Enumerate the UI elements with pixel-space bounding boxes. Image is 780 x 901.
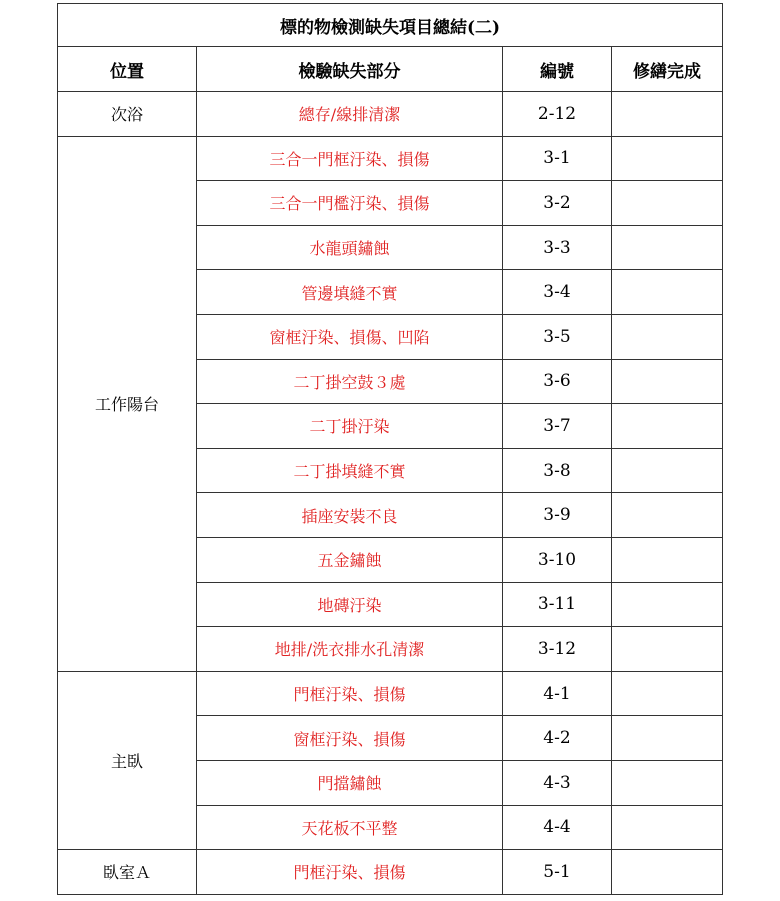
defect-cell: 門框汙染、損傷 [197, 671, 503, 716]
code-cell: 3-12 [503, 627, 612, 672]
title-row [58, 4, 723, 47]
repair-status-cell [612, 627, 723, 672]
repair-status-cell [612, 716, 723, 761]
defect-cell: 管邊填縫不實 [197, 270, 503, 315]
repair-status-cell [612, 671, 723, 716]
header-repair: 修繕完成 [612, 47, 723, 92]
defect-cell: 插座安裝不良 [197, 493, 503, 538]
repair-status-cell [612, 225, 723, 270]
table-row [58, 850, 723, 895]
code-cell: 3-7 [503, 404, 612, 449]
code-cell: 3-11 [503, 582, 612, 627]
defect-cell: 水龍頭鏽蝕 [197, 225, 503, 270]
defect-cell: 總存/線排清潔 [197, 92, 503, 137]
repair-status-cell [612, 92, 723, 137]
location-cell: 次浴 [58, 92, 197, 137]
repair-status-cell [612, 404, 723, 449]
defect-cell: 窗框汙染、損傷、凹陷 [197, 314, 503, 359]
code-cell: 3-3 [503, 225, 612, 270]
header-defect: 檢驗缺失部分 [197, 47, 503, 92]
code-cell: 4-4 [503, 805, 612, 850]
defect-cell: 二丁掛填縫不實 [197, 448, 503, 493]
repair-status-cell [612, 448, 723, 493]
repair-status-cell [612, 537, 723, 582]
code-cell: 4-3 [503, 760, 612, 805]
code-cell: 3-5 [503, 314, 612, 359]
repair-status-cell [612, 493, 723, 538]
code-cell: 3-1 [503, 136, 612, 181]
table-row [58, 671, 723, 716]
code-cell: 3-8 [503, 448, 612, 493]
repair-status-cell [612, 181, 723, 226]
table-row [58, 92, 723, 137]
repair-status-cell [612, 760, 723, 805]
location-cell: 主臥 [58, 671, 197, 849]
repair-status-cell [612, 270, 723, 315]
header-location: 位置 [58, 47, 197, 92]
header-code: 編號 [503, 47, 612, 92]
code-cell: 5-1 [503, 850, 612, 895]
defect-cell: 天花板不平整 [197, 805, 503, 850]
defect-cell: 二丁掛汙染 [197, 404, 503, 449]
defect-summary-table [57, 3, 723, 895]
code-cell: 3-2 [503, 181, 612, 226]
header-row [58, 47, 723, 92]
code-cell: 3-9 [503, 493, 612, 538]
repair-status-cell [612, 314, 723, 359]
defect-cell: 門擋鏽蝕 [197, 760, 503, 805]
defect-cell: 三合一門檻汙染、損傷 [197, 181, 503, 226]
repair-status-cell [612, 136, 723, 181]
table-row [58, 136, 723, 181]
code-cell: 3-6 [503, 359, 612, 404]
code-cell: 3-4 [503, 270, 612, 315]
table-title: 標的物檢測缺失項目總結(二) [58, 4, 723, 47]
repair-status-cell [612, 582, 723, 627]
defect-cell: 二丁掛空鼓３處 [197, 359, 503, 404]
defect-cell: 五金鏽蝕 [197, 537, 503, 582]
defect-cell: 門框汙染、損傷 [197, 850, 503, 895]
code-cell: 3-10 [503, 537, 612, 582]
code-cell: 2-12 [503, 92, 612, 137]
location-cell: 工作陽台 [58, 136, 197, 671]
defect-cell: 地排/洗衣排水孔清潔 [197, 627, 503, 672]
defect-cell: 三合一門框汙染、損傷 [197, 136, 503, 181]
defect-cell: 地磚汙染 [197, 582, 503, 627]
repair-status-cell [612, 850, 723, 895]
repair-status-cell [612, 359, 723, 404]
location-cell: 臥室Ａ [58, 850, 197, 895]
code-cell: 4-1 [503, 671, 612, 716]
repair-status-cell [612, 805, 723, 850]
table-body [58, 92, 723, 895]
code-cell: 4-2 [503, 716, 612, 761]
defect-cell: 窗框汙染、損傷 [197, 716, 503, 761]
